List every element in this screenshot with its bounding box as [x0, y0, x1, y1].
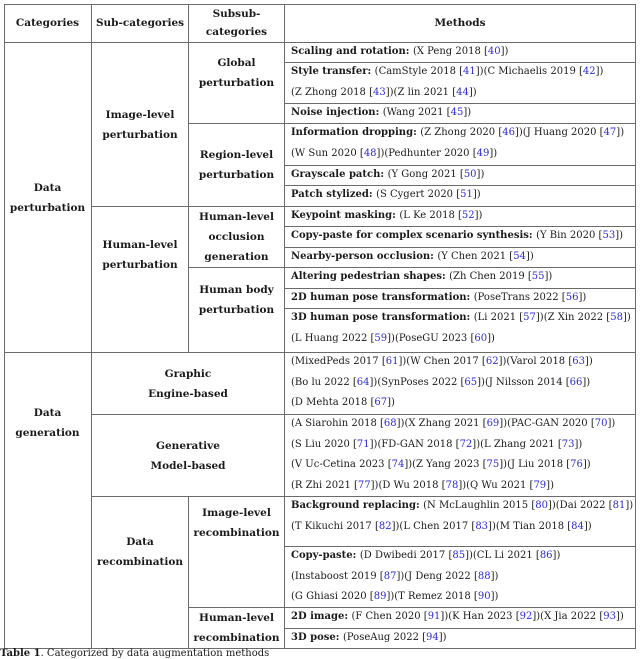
citation-link[interactable]: 51 — [460, 189, 473, 200]
method-label: Information dropping: — [291, 127, 421, 138]
category-label-line: Data — [33, 181, 62, 194]
method-row-line: 2D human pose transformation: (PoseTrans 2022 [56]) — [291, 292, 587, 303]
method-label: Style transfer: — [291, 66, 375, 77]
citation-link[interactable]: 41 — [463, 66, 476, 77]
method-row-line: (A Siarohin 2018 [68])(X Zhang 2021 [69])(PAC-GAN 2020 [70]) — [291, 418, 616, 429]
subcat-label-line: perturbation — [102, 259, 178, 271]
citation-link[interactable]: 75 — [486, 459, 500, 470]
method-label: Scaling and rotation: — [291, 46, 413, 57]
citation-link[interactable]: 90 — [477, 591, 491, 602]
method-row-line: (T Kikuchi 2017 [82])(L Chen 2017 [83])(M Tian 2018 [84]) — [291, 520, 592, 532]
citation-link[interactable]: 56 — [565, 292, 579, 303]
citation-link[interactable]: 91 — [427, 611, 441, 622]
subcat-label-line: Graphic — [164, 367, 212, 380]
citation-link[interactable]: 65 — [464, 376, 478, 388]
subsub-label-line: Region-level — [199, 149, 274, 161]
citation-link[interactable]: 94 — [426, 632, 439, 643]
method-row-line: 2D image: (F Chen 2020 [91])(K Han 2023 [92])(X Jia 2022 [93]) — [291, 611, 624, 622]
citation-link[interactable]: 66 — [569, 376, 583, 388]
method-row-line: 3D human pose transformation: (Li 2021 [57])(Z Xin 2022 [58]) — [291, 312, 631, 323]
method-label: Background replacing: — [291, 500, 424, 511]
method-row-line: (V Uc-Cetina 2023 [74])(Z Yang 2023 [75])(J Liu 2018 [76]) — [291, 459, 591, 470]
citation-link[interactable]: 80 — [535, 500, 548, 511]
citation-link[interactable]: 67 — [374, 397, 388, 408]
method-label: Patch stylized: — [291, 189, 377, 200]
citation-link[interactable]: 59 — [374, 332, 388, 344]
subcat-image-level-perturbation — [92, 43, 188, 206]
citation-link[interactable]: 68 — [383, 418, 397, 429]
subcat-data-recombination — [92, 497, 188, 607]
method-row-line: (Instaboost 2019 [87])(J Deng 2022 [88]) — [291, 570, 499, 582]
method-row-line: (W Sun 2020 [48])(Pedhunter 2020 [49]) — [291, 147, 498, 159]
subcat-label-line: Generative — [156, 439, 220, 452]
subsub-label-line: Human body — [199, 284, 274, 296]
citation-link[interactable]: 88 — [477, 570, 491, 582]
subsub-label-line: perturbation — [198, 77, 275, 89]
method-row-line: (MixedPeds 2017 [61])(W Chen 2017 [62])(Varol 2018 [63]) — [291, 356, 593, 367]
method-row-line: (R Zhi 2021 [77])(D Wu 2018 [78])(Q Wu 2021 [79]) — [291, 479, 554, 491]
header-subsub-line2: categories — [205, 26, 268, 38]
subsub-label-line: occlusion — [208, 231, 265, 243]
method-row-line: (D Mehta 2018 [67]) — [291, 397, 395, 408]
method-row-line: Scaling and rotation: (X Peng 2018 [40]) — [291, 46, 509, 57]
citation-link[interactable]: 42 — [582, 66, 596, 77]
method-row-line: (Z Zhong 2018 [43])(Z lin 2021 [44]) — [291, 86, 477, 98]
category-label-line: perturbation — [9, 201, 86, 214]
table-border-right — [635, 4, 636, 649]
caption-label: Table 1 — [0, 648, 41, 659]
method-row-line: (Bo lu 2022 [64])(SynPoses 2022 [65])(J Nilsson 2014 [66]) — [291, 376, 591, 388]
method-label: Nearby-person occlusion: — [291, 251, 438, 262]
category-label-line: Data — [33, 407, 62, 419]
subsub-global-perturbation — [189, 43, 284, 103]
subsub-label-line: Human-level — [199, 612, 274, 624]
citation-link[interactable]: 87 — [383, 570, 397, 582]
subsub-human-level-occlusion — [189, 207, 284, 267]
citation-link[interactable]: 73 — [561, 438, 575, 450]
subcat-generative-model — [92, 415, 284, 496]
citation-link[interactable]: 44 — [456, 86, 469, 98]
citation-link[interactable]: 84 — [571, 520, 584, 532]
citation-link[interactable]: 74 — [391, 459, 405, 470]
subsub-label-line: Global — [217, 57, 256, 69]
subcat-label-line: Engine-based — [148, 387, 228, 400]
method-row-line: Altering pedestrian shapes: (Zh Chen 2019 [55]) — [291, 271, 553, 282]
header-sub-categories: Sub-categories — [95, 16, 185, 29]
subsub-label-line: Human-level — [199, 211, 274, 223]
citation-link[interactable]: 82 — [378, 520, 392, 532]
method-row-line: 3D pose: (PoseAug 2022 [94]) — [291, 632, 447, 643]
category-data-perturbation — [4, 43, 91, 352]
header-subsub-line1: Subsub- — [212, 8, 261, 20]
header-methods: Methods — [434, 16, 486, 29]
citation-link[interactable]: 89 — [373, 591, 387, 602]
table-caption: Table 1. Categorized by data augmentation methods — [0, 648, 270, 659]
citation-link[interactable]: 92 — [519, 611, 533, 622]
citation-link[interactable]: 83 — [475, 520, 489, 532]
citation-link[interactable]: 79 — [533, 479, 547, 491]
subsub-image-level-recombination — [189, 497, 284, 557]
method-row-line: Nearby-person occlusion: (Y Chen 2021 [54]) — [291, 251, 534, 262]
citation-link[interactable]: 62 — [485, 356, 499, 367]
method-row-line: (L Huang 2022 [59])(PoseGU 2023 [60]) — [291, 332, 495, 344]
method-row-line: Keypoint masking: (L Ke 2018 [52]) — [291, 210, 483, 221]
citation-link[interactable]: 72 — [459, 438, 473, 450]
citation-link[interactable]: 40 — [487, 46, 501, 57]
subcat-label-line: Data — [126, 536, 154, 548]
method-label: 3D pose: — [291, 632, 343, 643]
citation-link[interactable]: 64 — [356, 376, 370, 388]
citation-link[interactable]: 77 — [357, 479, 371, 491]
subcat-label-line: perturbation — [102, 128, 178, 141]
subcat-label-line: Image-level — [105, 108, 175, 121]
method-row-line: Style transfer: (CamStyle 2018 [41])(C Michaelis 2019 [42]) — [291, 66, 604, 77]
citation-link[interactable]: 76 — [570, 459, 583, 470]
header-subsub-categories — [189, 4, 284, 42]
method-row-line: Background replacing: (N McLaughlin 2015 [80])(Dai 2022 [81]) — [291, 500, 634, 511]
subsub-label-line: Image-level — [202, 507, 271, 519]
method-row-line: Patch stylized: (S Cygert 2020 [51]) — [291, 189, 481, 200]
method-label: Keypoint masking: — [291, 210, 400, 221]
citation-link[interactable]: 53 — [602, 230, 616, 241]
citation-link[interactable]: 81 — [612, 500, 626, 511]
citation-link[interactable]: 85 — [452, 550, 466, 561]
citation-link[interactable]: 49 — [476, 147, 490, 159]
subsub-label-line: perturbation — [198, 304, 275, 316]
method-label: Altering pedestrian shapes: — [291, 271, 450, 282]
citation-link[interactable]: 58 — [610, 312, 623, 323]
method-label: 3D human pose transformation: — [291, 312, 474, 323]
citation-link[interactable]: 86 — [539, 550, 553, 561]
method-label: Copy-paste: — [291, 550, 360, 561]
method-row-line: Copy-paste for complex scenario synthesis: (Y Bin 2020 [53]) — [291, 230, 623, 241]
method-row-line: Information dropping: (Z Zhong 2020 [46])(J Huang 2020 [47]) — [291, 127, 625, 138]
category-data-generation — [4, 353, 91, 493]
citation-link[interactable]: 93 — [603, 611, 616, 622]
subcat-graphic-engine — [92, 353, 284, 414]
subsub-human-level-recombination — [189, 608, 284, 648]
method-label: Grayscale patch: — [291, 169, 388, 180]
method-row-line: (S Liu 2020 [71])(FD-GAN 2018 [72])(L Zhang 2021 [73]) — [291, 438, 583, 450]
citation-link[interactable]: 48 — [363, 147, 377, 159]
subcat-label-line: recombination — [97, 556, 183, 568]
method-row-line: Copy-paste: (D Dwibedi 2017 [85])(CL Li 2021 [86]) — [291, 550, 561, 561]
category-label-line: generation — [15, 427, 80, 439]
citation-link[interactable]: 47 — [603, 127, 617, 138]
citation-link[interactable]: 52 — [461, 210, 475, 221]
citation-link[interactable]: 57 — [523, 312, 536, 323]
subsub-label-line: generation — [204, 251, 269, 263]
method-label: 2D image: — [291, 611, 352, 622]
citation-link[interactable]: 78 — [445, 479, 459, 491]
subsub-region-level-perturbation — [189, 124, 284, 206]
citation-link[interactable]: 50 — [463, 169, 477, 180]
method-label: 2D human pose transformation: — [291, 292, 474, 303]
citation-link[interactable]: 54 — [513, 251, 526, 262]
header-categories: Categories — [15, 16, 80, 29]
citation-link[interactable]: 43 — [373, 86, 386, 98]
method-row-line: Noise injection: (Wang 2021 [45]) — [291, 107, 472, 118]
subcat-label-line: Human-level — [102, 239, 178, 251]
citation-link[interactable]: 46 — [502, 127, 515, 138]
subcat-label-line: Model-based — [150, 459, 226, 472]
citation-link[interactable]: 63 — [572, 356, 585, 367]
method-row-line: (G Ghiasi 2020 [89])(T Remez 2018 [90]) — [291, 591, 499, 602]
citation-link[interactable]: 45 — [450, 107, 464, 118]
citation-link[interactable]: 55 — [531, 271, 545, 282]
subsub-human-body-perturbation — [189, 268, 284, 332]
method-label: Copy-paste for complex scenario synthesis: — [291, 230, 537, 241]
subcat-human-level-perturbation — [92, 207, 188, 352]
citation-link[interactable]: 61 — [385, 356, 399, 367]
caption-text: Categorized by data augmentation methods — [46, 648, 270, 659]
subsub-label-line: recombination — [193, 527, 280, 539]
citation-link[interactable]: 69 — [486, 418, 500, 429]
augmentation-table — [4, 4, 636, 649]
citation-link[interactable]: 71 — [356, 438, 370, 450]
method-row-line: Grayscale patch: (Y Gong 2021 [50]) — [291, 169, 485, 180]
method-label: Noise injection: — [291, 107, 383, 118]
citation-link[interactable]: 60 — [474, 332, 488, 344]
subsub-label-line: recombination — [193, 632, 280, 644]
citation-link[interactable]: 70 — [594, 418, 608, 429]
subsub-label-line: perturbation — [198, 169, 275, 181]
